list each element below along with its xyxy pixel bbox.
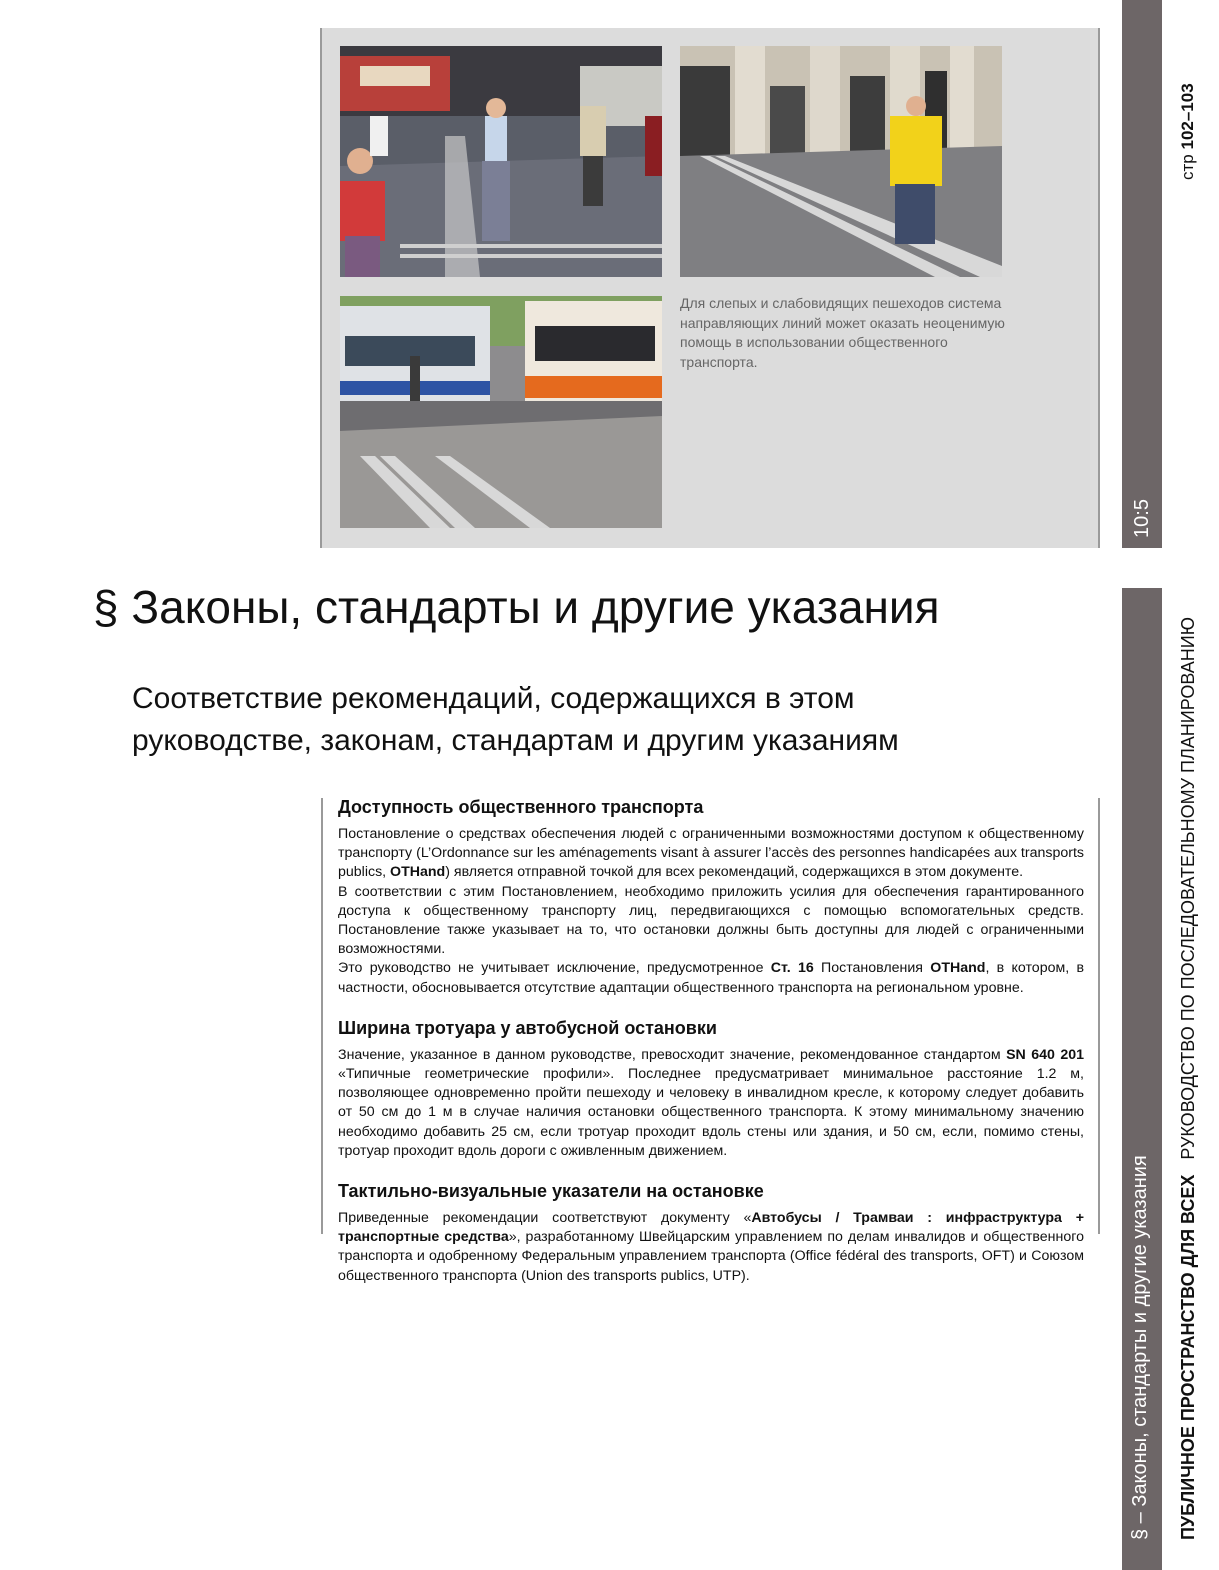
text-run: ) является отправной точкой для всех рекомендаций, содержащихся в этом документе. (445, 864, 1024, 881)
book-title-bold: ПУБЛИЧНОЕ ПРОСТРАНСТВО ДЛЯ ВСЕХ (1178, 1174, 1198, 1540)
text-run-bold: Ст. 16 (770, 960, 814, 977)
section-tactile-indicators (338, 1181, 1084, 1286)
section-code (1126, 492, 1158, 544)
section-heading: Ширина тротуара у автобусной остановки (338, 1017, 717, 1038)
photo-panel (320, 28, 1100, 548)
page-range-prefix: стр (1178, 154, 1197, 180)
page-title: § Законы, стандарты и другие указания (93, 581, 940, 633)
section-code-text: 10:5 (1130, 498, 1153, 538)
text-run: Постановление о средствах обеспечения людей с ограниченными возможностями доступом к общественному транспорту (L’Ordonnance sur les aménagements visant à assurer l’accès des personnes handicapées aux transports publics, (338, 826, 1084, 881)
text-run: », разработанному Швейцарским управлением по делам инвалидов и общественного транспорта и одобренному Федеральным управлением транспорта (Office fédéral des transports, OFT) и Союзом общественного транспорта (Union des transports publics, UTP). (338, 1229, 1084, 1284)
text-run: Это руководство не учитывает исключение, предусмотренное (338, 960, 771, 977)
sidebar-upper-band (1122, 0, 1162, 548)
paragraph (338, 825, 1084, 883)
text-rule-right (1098, 798, 1100, 1234)
book-title (1178, 617, 1199, 1540)
page-range (1178, 83, 1198, 180)
tram-stop-photo (340, 296, 662, 528)
section-heading: Тактильно-визуальные указатели на остановке (338, 1181, 764, 1202)
section-heading: Доступность общественного транспорта (338, 797, 704, 817)
page-subtitle: Соответствие рекомендаций, содержащихся в этом руководстве, законам, стандартам и другим указаниям (132, 682, 899, 757)
text-run: Постановления (813, 960, 931, 977)
text-run-bold: OTHand (390, 864, 446, 881)
text-rule-left (321, 798, 323, 1234)
paragraph (338, 959, 1084, 997)
section-public-transport (338, 797, 1084, 998)
station-hall-photo (340, 46, 662, 277)
paragraph (338, 1046, 1084, 1161)
paragraph (338, 1209, 1084, 1286)
text-run-bold: SN 640 201 (1006, 1046, 1084, 1063)
page-range-value: 102–103 (1178, 83, 1197, 150)
sidebar-section-label: § – Законы, стандарты и другие указания (1129, 1155, 1151, 1540)
text-run-bold: Автобусы / Трамваи : инфраструктура + транспортные средства (338, 1210, 1084, 1246)
paragraph: В соответствии с этим Постановлением, необходимо приложить усилия для обеспечения гарантированного доступа к общественному транспорту лиц, передвигающихся с помощью вспомогательных средств. Постановление также указывает на то, что остановки должны быть доступны для людей с ограниченными возможностями. (338, 883, 1084, 958)
text-run: Значение, указанное в данном руководстве, превосходит значение, рекомендованное стандартом (338, 1046, 1007, 1063)
text-run: Приведенные рекомендации соответствуют документу « (338, 1210, 752, 1227)
section-sidewalk-width (338, 1018, 1084, 1161)
photo-caption: Для слепых и слабовидящих пешеходов система направляющих линий может оказать неоценимую помощь в использовании общественного транспорта. (680, 295, 1005, 370)
text-run-bold: OTHand (930, 960, 986, 977)
text-run: «Типичные геометрические профили». Последнее предусматривает минимальное расстояние 1.2 м, позволяющее одновременно пройти пешеходу и человеку в инвалидном кресле, к которому следует добавить от 50 см до 1 м в случае наличия остановки общественного транспорта. К этому минимальному значению необходимо добавить 25 см, если тротуар проходит вдоль стены или здания, и 50 см, если, помимо стены, тротуар проходит вдоль дороги с оживленным движением. (338, 1066, 1084, 1159)
text-run: , в котором, в частности, обосновывается отсутствие адаптации общественного транспорта на региональном уровне. (338, 960, 1084, 996)
arcade-photo (680, 46, 1002, 277)
content-body (338, 797, 1084, 1286)
book-title-rest: РУКОВОДСТВО ПО ПОСЛЕДОВАТЕЛЬНОМУ ПЛАНИРОВАНИЮ (1178, 617, 1198, 1160)
